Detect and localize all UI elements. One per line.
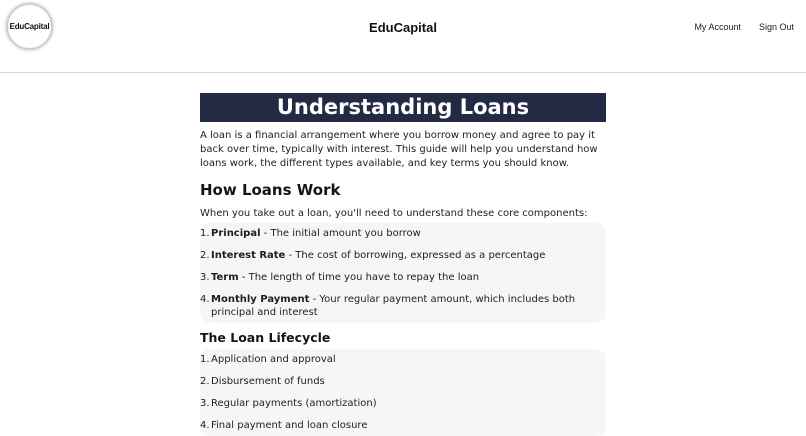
- section-heading-how-loans-work: How Loans Work: [200, 181, 341, 199]
- list-item: [200, 246, 596, 265]
- list-item: [200, 224, 596, 243]
- page-title: Understanding Loans: [200, 93, 606, 122]
- section-lead: When you take out a loan, you'll need to understand these core components:: [200, 208, 588, 219]
- list-desc: - The initial amount you borrow: [260, 228, 421, 239]
- list-number: 1.: [200, 228, 210, 239]
- top-bar: [0, 0, 806, 73]
- list-item: [200, 416, 596, 435]
- list-text: Application and approval: [211, 354, 336, 365]
- list-term: Term: [211, 272, 239, 283]
- list-term: Monthly Payment: [211, 294, 310, 305]
- article-content: [200, 93, 606, 436]
- list-text: Final payment and loan closure: [211, 420, 368, 431]
- list-item: [200, 372, 596, 391]
- loan-lifecycle-list: [200, 349, 606, 436]
- list-number: 4.: [200, 420, 210, 431]
- list-item: [200, 350, 596, 369]
- list-item: [200, 394, 596, 413]
- site-title: EduCapital: [369, 20, 437, 35]
- list-number: 2.: [200, 250, 210, 261]
- list-number: 4.: [200, 294, 210, 305]
- list-number: 2.: [200, 376, 210, 387]
- list-text: Disbursement of funds: [211, 376, 325, 387]
- list-item: [200, 268, 596, 287]
- section-heading-loan-lifecycle: The Loan Lifecycle: [200, 330, 331, 345]
- intro-paragraph: A loan is a financial arrangement where you borrow money and agree to pay it back over time, typically with interest. This guide will help you understand how loans work, the different types available, and key terms you should know.: [200, 130, 598, 169]
- list-term: Principal: [211, 228, 261, 239]
- list-text: Regular payments (amortization): [211, 398, 377, 409]
- my-account-link[interactable]: My Account: [694, 22, 741, 32]
- list-desc: - Your regular payment amount, which includes both principal and interest: [211, 294, 576, 318]
- list-item: [200, 290, 596, 322]
- logo-text: EduCapital: [9, 22, 50, 31]
- list-number: 3.: [200, 398, 210, 409]
- loan-components-list: [200, 223, 606, 323]
- list-desc: - The cost of borrowing, expressed as a percentage: [285, 250, 546, 261]
- list-number: 1.: [200, 354, 210, 365]
- sign-out-link[interactable]: Sign Out: [758, 22, 794, 32]
- list-term: Interest Rate: [211, 250, 286, 261]
- top-nav: [694, 22, 794, 32]
- list-number: 3.: [200, 272, 210, 283]
- list-desc: - The length of time you have to repay the loan: [238, 272, 480, 283]
